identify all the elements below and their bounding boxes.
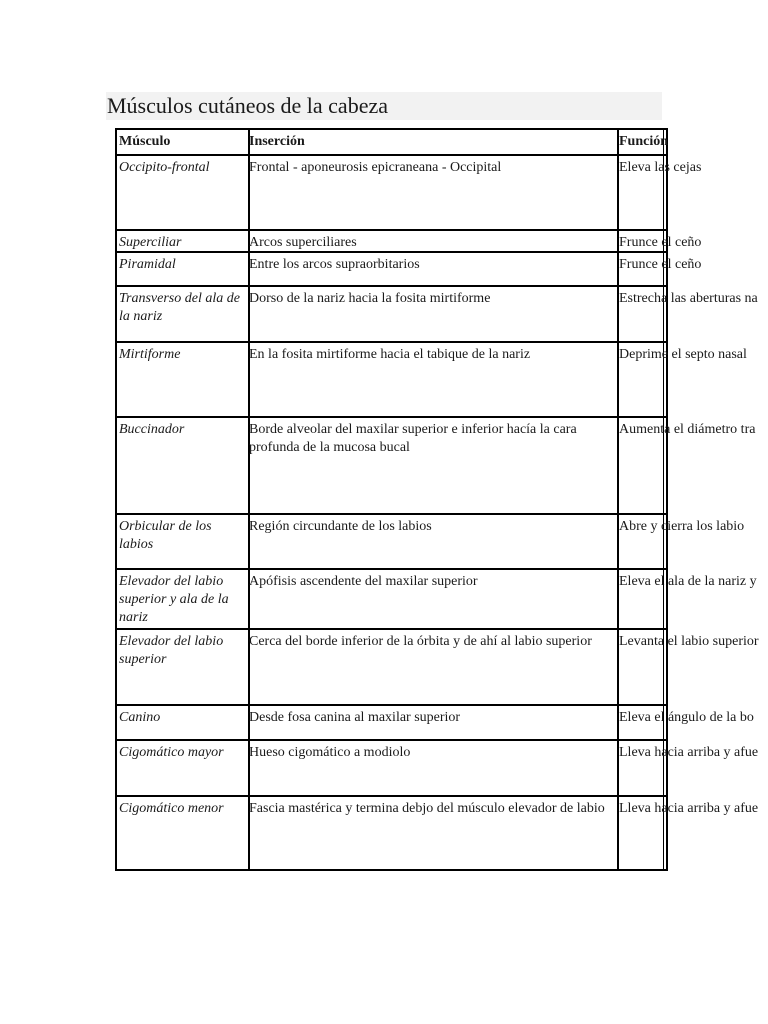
muscle-cell: Elevador del labio superior xyxy=(119,634,224,667)
muscle-cell: Piramidal xyxy=(119,257,176,272)
table-header-row xyxy=(117,130,669,154)
function-cell: Frunce el ceño xyxy=(619,257,702,272)
muscle-cell: Transverso del ala de la nariz xyxy=(119,291,240,324)
insertion-cell: Frontal - aponeurosis epicraneana - Occipital xyxy=(249,160,502,175)
table-row xyxy=(117,704,754,739)
function-cell: Frunce el ceño xyxy=(619,235,702,250)
muscles-table xyxy=(115,128,759,871)
function-cell: Deprime el septo nasal xyxy=(619,347,747,362)
table-row xyxy=(117,229,702,251)
insertion-cell: Región circundante de los labios xyxy=(249,519,432,534)
muscle-cell: Cigomático mayor xyxy=(119,745,224,760)
insertion-cell: Cerca del borde inferior de la órbita y de ahí al labio superior xyxy=(249,634,592,649)
muscle-cell: Canino xyxy=(119,710,161,725)
function-cell: Lleva hacia arriba y afue xyxy=(619,801,759,816)
muscle-cell: Cigomático menor xyxy=(119,801,224,816)
muscle-cell: Superciliar xyxy=(119,235,182,250)
table-row xyxy=(117,513,745,568)
table-row xyxy=(117,628,759,704)
function-cell: Aumenta el diámetro tra xyxy=(619,422,756,437)
function-cell: Lleva hacia arriba y afue xyxy=(619,745,759,760)
table-row xyxy=(117,739,759,795)
table-row xyxy=(117,416,756,513)
function-cell: Eleva las cejas xyxy=(619,160,702,175)
insertion-cell: Fascia mastérica y termina debjo del músculo elevador de labio xyxy=(249,801,605,816)
table-row xyxy=(117,341,747,416)
insertion-cell: En la fosita mirtiforme hacia el tabique de la nariz xyxy=(249,347,531,362)
function-cell: Eleva el ala de la nariz y xyxy=(619,574,757,589)
insertion-cell: Desde fosa canina al maxilar superior xyxy=(249,710,461,725)
header-insertion: Inserción xyxy=(249,134,305,149)
table-row xyxy=(117,251,702,285)
muscle-cell: Buccinador xyxy=(119,422,185,437)
muscle-cell: Orbicular de los labios xyxy=(119,519,212,552)
table-row xyxy=(117,285,758,341)
muscle-cell: Mirtiforme xyxy=(119,347,181,362)
muscle-cell: Elevador del labio superior y ala de la nariz xyxy=(119,574,229,625)
insertion-cell: Hueso cigomático a modiolo xyxy=(249,745,411,760)
function-cell: Estrecha las aberturas na xyxy=(619,291,758,306)
function-cell: Levanta el labio superior xyxy=(619,634,759,649)
header-function: Función xyxy=(619,134,669,149)
document-title: Músculos cutáneos de la cabeza xyxy=(107,93,388,118)
insertion-cell: Apófisis ascendente del maxilar superior xyxy=(249,574,478,589)
insertion-cell: Entre los arcos supraorbitarios xyxy=(249,257,420,272)
function-cell: Eleva el ángulo de la bo xyxy=(619,710,754,725)
insertion-cell: Arcos superciliares xyxy=(249,235,357,250)
header-muscle: Músculo xyxy=(119,134,171,149)
insertion-cell: Dorso de la nariz hacia la fosita mirtiforme xyxy=(249,291,491,306)
table-row xyxy=(117,795,759,869)
table-row xyxy=(117,154,702,229)
insertion-cell: Borde alveolar del maxilar superior e inferior hacía la cara profunda de la mucosa bucal xyxy=(249,422,577,455)
table-row xyxy=(117,568,757,628)
muscle-cell: Occipito-frontal xyxy=(119,160,210,175)
function-cell: Abre y cierra los labio xyxy=(619,519,745,534)
